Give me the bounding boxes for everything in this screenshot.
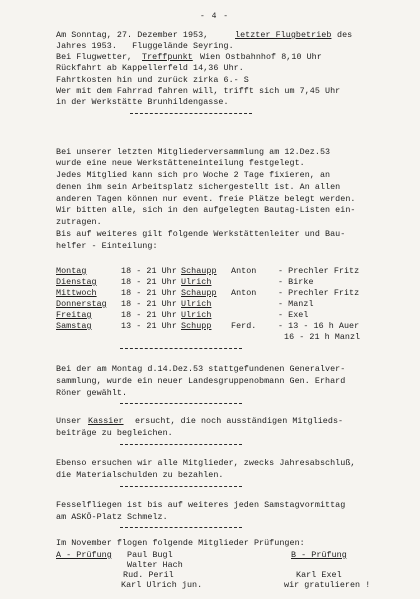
schedule-helper: - Birke — [278, 277, 314, 287]
schedule-helper: - Manzl — [278, 299, 314, 309]
s1-line1-c: des — [337, 30, 353, 40]
s4-line1-c: ersucht, die noch ausständigen Mitglieds- — [135, 416, 344, 426]
exam-a-name: Karl Ulrich jun. — [121, 580, 203, 590]
exam-a-name: Walter Hach — [127, 560, 183, 570]
schedule-time: 18 - 21 Uhr — [121, 266, 177, 276]
s3-line1: Bei der am Montag d.14.Dez.53 stattgefundenen Generalver- — [56, 364, 346, 374]
s6-line2: am ASKÖ-Platz Schmelz. — [56, 512, 168, 522]
separator-1 — [130, 113, 252, 114]
exam-b-label: B - Prüfung — [291, 550, 347, 560]
s2-line5: anderen Tagen können nur event. freie Plätze belegt werden. — [56, 194, 356, 204]
s2-line6: Wir bitten alle, sich in den aufgelegten Bautag-Listen ein- — [56, 205, 356, 215]
schedule-time: 18 - 21 Uhr — [121, 310, 177, 320]
s5-line2: die Materialschulden zu bezahlen. — [56, 470, 224, 480]
exam-a-name: Paul Bugl — [127, 550, 173, 560]
s1-line5: Fahrtkosten hin und zurück zirka 6.- S — [56, 75, 249, 85]
s2-line7: zutragen. — [56, 217, 102, 227]
schedule-leader-first: Anton — [231, 266, 257, 276]
schedule-leader: Schaupp — [181, 288, 217, 298]
schedule-time: 18 - 21 Uhr — [121, 288, 177, 298]
s3-line2: sammlung, wurde ein neuer Landesgruppenobmann Gen. Erhard — [56, 376, 346, 386]
separator-4 — [120, 444, 242, 445]
s1-line2: Jahres 1953. Fluggelände Seyring. — [56, 41, 234, 51]
s1-line3-b: Treffpunkt — [142, 52, 193, 62]
schedule-day: Mittwoch — [56, 288, 97, 298]
s2-line1: Bei unserer letzten Mitgliederversammlung am 12.Dez.53 — [56, 147, 331, 157]
s4-line1-a: Unser — [56, 416, 82, 426]
separator-2 — [120, 348, 242, 349]
schedule-day: Montag — [56, 266, 87, 276]
schedule-leader: Ulrich — [181, 310, 212, 320]
exam-b-name: Karl Exel — [296, 570, 342, 580]
exam-a-label: A - Prüfung — [56, 550, 112, 560]
s5-line1: Ebenso ersuchen wir alle Mitglieder, zwecks Jahresabschluß, — [56, 458, 356, 468]
s2-line2: wurde eine neue Werkstätteneinteilung festgelegt. — [56, 158, 305, 168]
schedule-leader-first: Anton — [231, 288, 257, 298]
exam-a-name: Rud. Peril — [123, 570, 174, 580]
s2-line9: helfer - Einteilung: — [56, 241, 158, 251]
schedule-time: 13 - 21 Uhr — [121, 321, 177, 331]
schedule-helper: - 13 - 16 h Auer — [278, 321, 360, 331]
schedule-day: Samstag — [56, 321, 92, 331]
s1-line4: Rückfahrt ab Kappellerfeld 14,36 Uhr. — [56, 63, 244, 73]
s1-line1-a: Am Sonntag, 27. Dezember 1953, — [56, 30, 209, 40]
schedule-helper: - Prechler Fritz — [278, 266, 360, 276]
separator-3 — [120, 403, 242, 404]
schedule-time: 18 - 21 Uhr — [121, 277, 177, 287]
separator-6 — [120, 527, 242, 528]
s6-line1: Fesselfliegen ist bis auf weiteres jeden Samstagvormittag — [56, 500, 346, 510]
s3-line3: Röner gewählt. — [56, 388, 128, 398]
separator-5 — [120, 486, 242, 487]
closing-text: wir gratulieren ! — [284, 580, 371, 590]
s1-line3-c: Wien Ostbahnhof 8,10 Uhr — [200, 52, 322, 62]
schedule-extra: 16 - 21 h Manzl — [284, 332, 361, 342]
schedule-time: 18 - 21 Uhr — [121, 299, 177, 309]
s4-line1-b: Kassier — [88, 416, 124, 426]
schedule-leader-first: Ferd. — [231, 321, 257, 331]
schedule-day: Dienstag — [56, 277, 97, 287]
s2-line8: Bis auf weiteres gilt folgende Werkstättenleiter und Bau- — [56, 229, 346, 239]
s7-line1: Im November flogen folgende Mitglieder Prüfungen: — [56, 538, 305, 548]
schedule-leader: Ulrich — [181, 277, 212, 287]
schedule-leader: Schaupp — [181, 266, 217, 276]
s4-line2: beiträge zu begleichen. — [56, 428, 173, 438]
schedule-helper: - Prechler Fritz — [278, 288, 360, 298]
s2-line3: Jedes Mitglied kann sich pro Woche 2 Tage fixieren, an — [56, 170, 331, 180]
page-number: - 4 - — [200, 12, 230, 21]
schedule-helper: - Exel — [278, 310, 309, 320]
s1-line3-a: Bei Flugwetter, — [56, 52, 133, 62]
schedule-leader: Ulrich — [181, 299, 212, 309]
s1-line7: in der Werkstätte Brunhildengasse. — [56, 97, 229, 107]
s2-line4: denen ihm sein Arbeitsplatz sichergestellt ist. An allen — [56, 182, 341, 192]
schedule-day: Freitag — [56, 310, 92, 320]
s1-line1-b: letzter Flugbetrieb — [235, 30, 332, 40]
schedule-day: Donnerstag — [56, 299, 107, 309]
s1-line6: Wer mit dem Fahrrad fahren will, trifft sich um 7,45 Uhr — [56, 86, 341, 96]
schedule-leader: Schupp — [181, 321, 212, 331]
